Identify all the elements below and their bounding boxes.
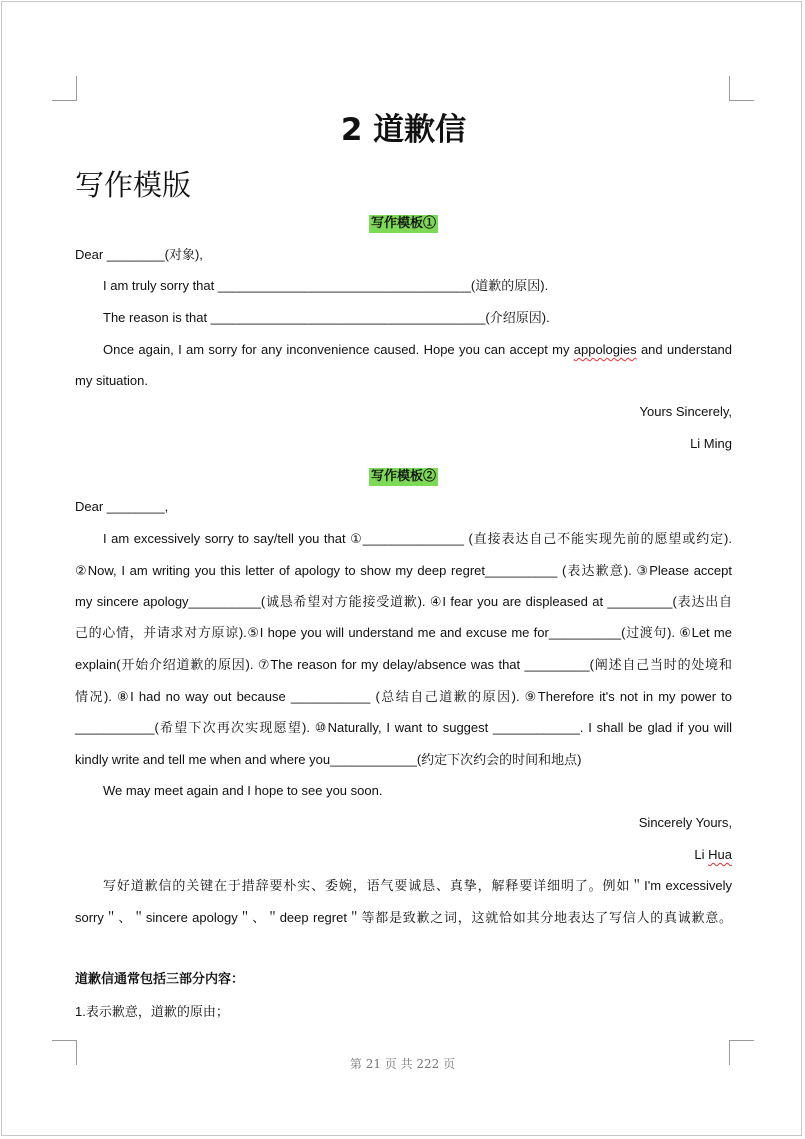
note-line2: sorry＂、＂sincere apology＂、＂deep regret＂等都是致歉之词，这就恰如其分地表达了写信人的真诚歉意。: [75, 910, 732, 925]
template2-line: explain(开始介绍道歉的原因). ⑦The reason for my delay/absence was that _________(阐述自己当时的处境和: [75, 657, 732, 672]
template2-line: my sincere apology__________(诚恳希望对方能接受道歉). ④I fear you are displeased at _________(表达出自: [75, 594, 732, 609]
template2-label-row: [75, 466, 732, 486]
crop-mark-top-left: [52, 76, 77, 101]
template1-closing: Yours Sincerely,: [639, 404, 732, 419]
template2-label: 写作模板②: [370, 469, 436, 484]
template1-line3-tail: and understand: [636, 342, 732, 357]
template2-line: ___________(希望下次再次实现愿望). ⑩Naturally, I want to suggest ____________. I shall be glad if you will: [75, 720, 732, 735]
template1-label: 写作模板①: [370, 216, 436, 231]
template2-line: I am excessively sorry to say/tell you that ①______________ (直接表达自己不能实现先前的愿望或约定).: [103, 531, 732, 546]
template2-signature: [75, 845, 732, 865]
template2-para2: We may meet again and I hope to see you soon.: [103, 783, 383, 798]
chapter-title: 2 道歉信: [340, 112, 467, 148]
template2-line: ②Now, I am writing you this letter of apology to show my deep regret__________ (表达歉意). ③Please accept: [75, 563, 732, 578]
template1-line3-text: Once again, I am sorry for any inconvenience caused. Hope you can accept my: [103, 342, 574, 357]
spelling-error-word: Hua: [708, 847, 732, 862]
template1-greeting: Dear ________(对象),: [75, 247, 203, 262]
template2-greeting: Dear ________,: [75, 499, 169, 514]
template1-signature: Li Ming: [690, 436, 732, 451]
template1-line3: [75, 340, 732, 360]
parts-item-1: 1.表示歉意，道歉的原由；: [75, 1004, 229, 1019]
page-number-footer: 第 21 页 共 222 页: [349, 1057, 456, 1071]
crop-mark-top-right: [729, 76, 754, 101]
section-heading: 写作模版: [75, 168, 192, 202]
template1-line4: my situation.: [75, 373, 148, 388]
template2-closing: Sincerely Yours,: [638, 815, 732, 830]
template1-label-row: [75, 213, 732, 233]
parts-heading: 道歉信通常包括三部分内容：: [75, 972, 245, 987]
spelling-error-word: appologies: [573, 342, 637, 357]
template1-line1: I am truly sorry that ___________________________________(道歉的原因).: [103, 278, 549, 293]
template2-line: 己的心情，并请求对方原谅).⑤I hope you will understand me and excuse me for__________(过渡句). ⑥Let me: [75, 625, 732, 640]
template1-line2: The reason is that ______________________________________(介绍原因).: [103, 310, 550, 325]
signature-first: Li: [694, 847, 709, 862]
template2-line: kindly write and tell me when and where you____________(约定下次约会的时间和地点): [75, 752, 582, 767]
note-line1: 写好道歉信的关键在于措辞要朴实、委婉，语气要诚恳、真挚，解释要详细明了。例如＂I'm excessively: [103, 878, 732, 893]
template2-line: 情况). ⑧I had no way out because ___________ (总结自己道歉的原因). ⑨Therefore it's not in my power to: [75, 689, 732, 704]
